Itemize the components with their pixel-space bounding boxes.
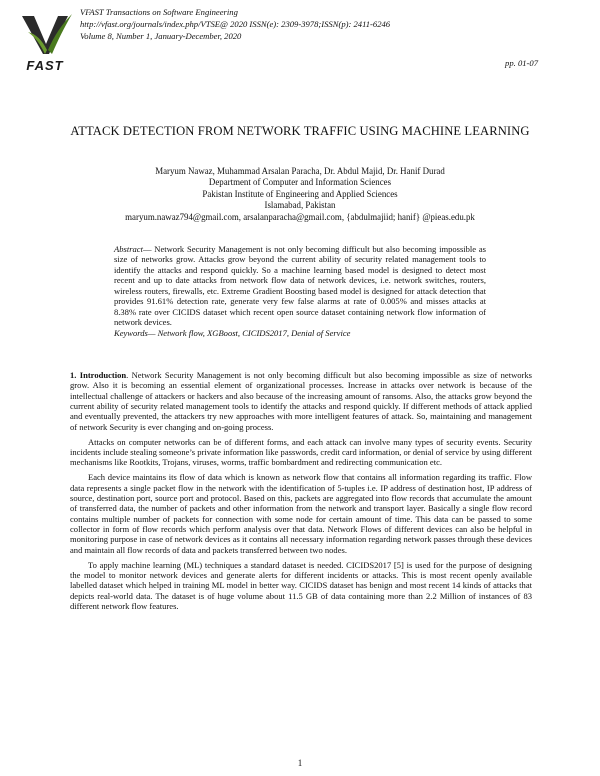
- author-city: Islamabad, Pakistan: [264, 200, 336, 211]
- intro-paragraph: [70, 370, 532, 432]
- logo-text: FAST: [26, 58, 64, 72]
- body-text: [70, 370, 532, 616]
- intro-text: . Network Security Management is not only becoming difficult but also becoming impossible as size of networks grow. Also it is becoming an essential element of organizational processes. Increase in attacks over network is because of the intellectual challenge of attackers or hackers and also because of the increasing amount of ransoms. Also, the attacks grow beyond the current ability of security related management tools to identify the attacks and respond quickly. If different methods of attack applied and eventually prevented, the attackers try new approaches with more intelligent features of attack. So, maintaining and management of network Security is ever changing and on-going process.: [70, 370, 532, 432]
- paragraph-3: Each device maintains its flow of data which is known as network flow that contains all information regarding its traffic. Flow data represents a single packet flow in the network with the identification of 5-tuples i.e. IP address of destination host, IP address of source, destination port, source port and protocol. Based on this, packets are aggregated into flow records that accumulate the amount of transferred data, the number of packets and other information from the network and transport layer. Basically a single flow record contains multiple number of packets for connection with some node for certain amount of time. This data can be passed to some collector in form of flow records which perform analysis over that data. Network Flows of different devices can also be helpful in monitoring purpose in case of network devices as it contains all necessary information regarding network passes through these devices and maintain all flow records of data and packets transferred between two nodes.: [70, 472, 532, 555]
- logo-v-icon: [22, 14, 72, 54]
- abstract-text: — Network Security Management is not only becoming difficult but also becoming impossible as size of networks grow. Attacks grow beyond the current ability of security related management tools to identify the attacks and respond quickly. So a machine learning based model is designed to detect most recent and up to date attacks from network flow data of network devices, i.e. network switches, routers, wireless routers, firewalls, etc. Extreme Gradient Boosting based model is designed for attack detection that provides 91.61% detection rate, generate very few false alarms at rate of 0.005% and misses attacks at 8.38% rate over CICIDS dataset which recent open source dataset containing network flow information of network devices.: [114, 244, 486, 328]
- journal-volume: Volume 8, Number 1, January-December, 2020: [80, 31, 242, 42]
- page-number: 1: [297, 758, 303, 768]
- paper-title: ATTACK DETECTION FROM NETWORK TRAFFIC USING MACHINE LEARNING: [70, 124, 530, 138]
- page-range: pp. 01-07: [505, 58, 538, 68]
- keywords: Keywords— Network flow, XGBoost, CICIDS2017, Denial of Service: [114, 327, 351, 338]
- journal-name: VFAST Transactions on Software Engineering: [80, 7, 238, 17]
- journal-url-issn: http://vfast.org/journals/index.php/VTSE@ 2020 ISSN(e): 2309-3978;ISSN(p): 2411-6246: [80, 19, 391, 30]
- paragraph-4: To apply machine learning (ML) techniques a standard dataset is needed. CICIDS2017 [5] is used for the purpose of designing the model to monitor network devices and generate alerts for different incidents or attacks. This is most recent openly available labelled dataset which helped in training ML model in better way. CICIDS dataset has benign and most recent 14 kinds of attacks that depicts real-world data. The dataset is of huge volume about 11.5 GB of data containing more than 2.2 Million of instances of 83 different network flow features.: [70, 559, 532, 611]
- abstract-label: Abstract: [114, 244, 143, 254]
- journal-logo: [18, 10, 74, 72]
- author-institute: Pakistan Institute of Engineering and Applied Sciences: [202, 188, 398, 199]
- abstract-section: [114, 244, 486, 338]
- journal-header: [80, 6, 540, 43]
- intro-heading: 1. Introduction: [70, 370, 127, 380]
- author-emails: maryum.nawaz794@gmail.com, arsalanparacha@gmail.com, {abdulmajiid; hanif} @pieas.edu.pk: [125, 211, 475, 222]
- abstract-paragraph: [114, 244, 486, 328]
- paragraph-2: Attacks on computer networks can be of different forms, and each attack can involve many types of security events. Security incidents include stealing someone’s private information like passwords, credit card information, or denial of service by using different mechanisms like Rootkits, Trojans, viruses, worms, traffic bombardment and redirecting communication etc.: [70, 436, 532, 468]
- author-names: Maryum Nawaz, Muhammad Arsalan Paracha, Dr. Abdul Majid, Dr. Hanif Durad: [155, 166, 445, 176]
- author-block: [40, 166, 560, 223]
- author-department: Department of Computer and Information Sciences: [208, 177, 392, 188]
